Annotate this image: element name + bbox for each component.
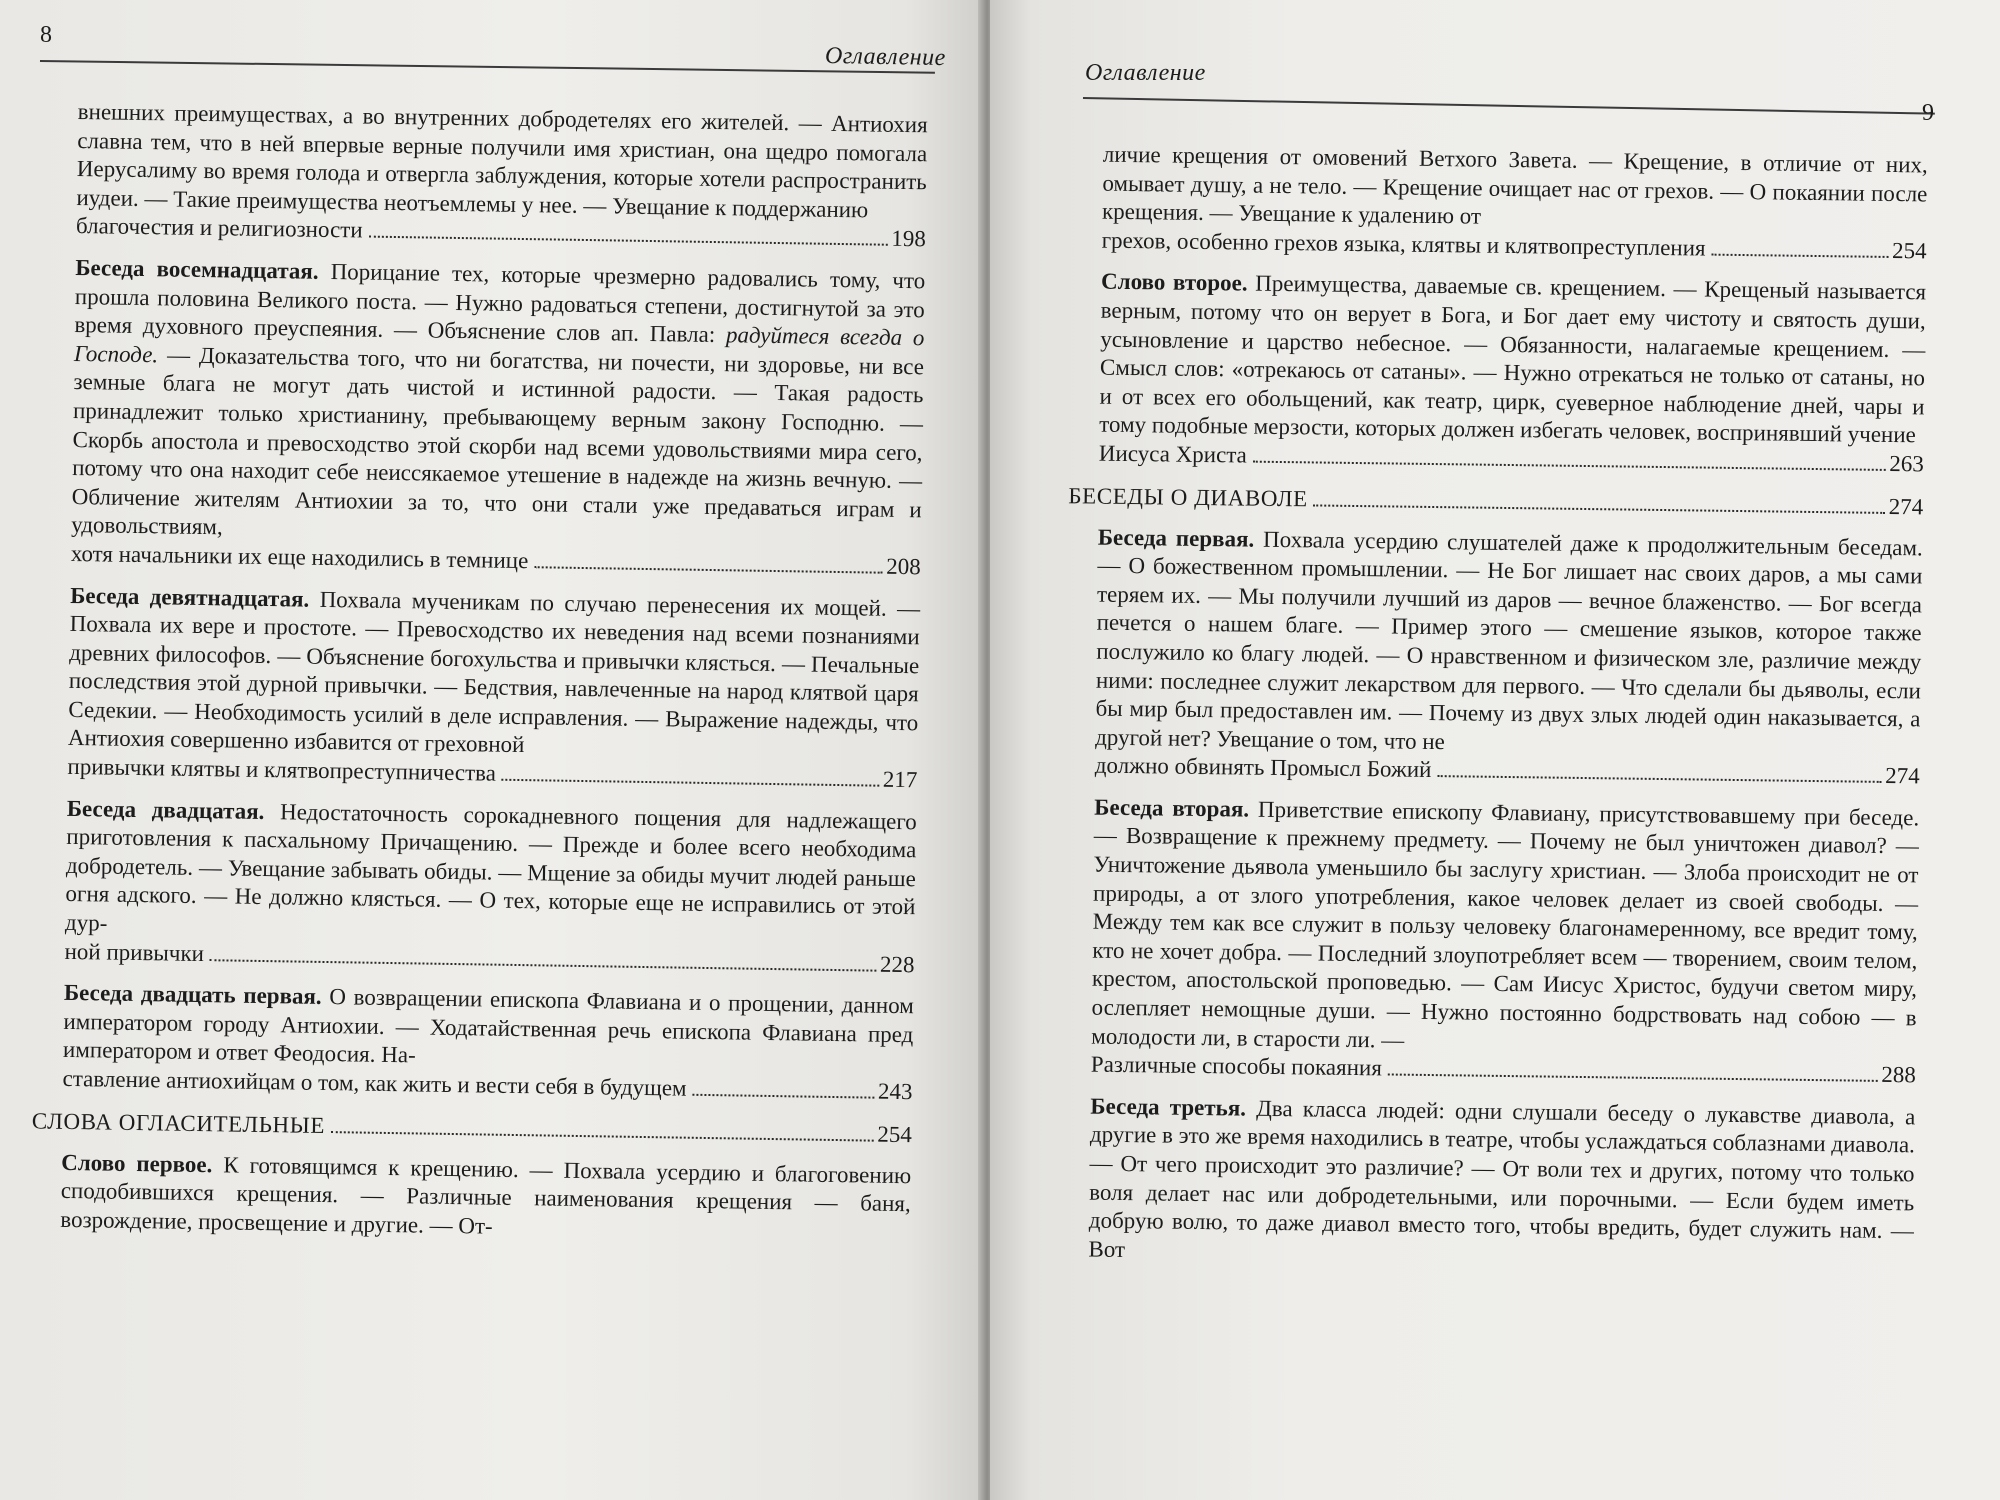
toc-entry: Слово второе. Преимущества, даваемые св. крещением. — Крещеный называется верным, потому что он верует в Бога, и Бог дает ему чистоту и святость души, усыновление и царство небесное. — Обязанности, налагаемые крещением. — Смысл слов: «отрекаюсь от сатаны». — Нужно отрекаться не только от сатаны, но и от всех его обольщений, как театр, цирк, суеверное наблюдение дней, чары и тому подобные мерзости, которых должен избегать человек, воспринявший учение Иисуса Христа 263 <box>1099 268 1927 479</box>
toc-section-heading: СЛОВА ОГЛАСИТЕЛЬНЫЕ 254 <box>32 1106 912 1150</box>
left-page-number: 8 <box>40 22 52 48</box>
toc-page-number: 228 <box>879 951 915 977</box>
entry-title: Слово первое. <box>61 1149 213 1177</box>
toc-page-number: 263 <box>1889 450 1924 477</box>
toc-entry: Беседа двадцатая. Недостаточность сорокадневного пощения для надлежащего приготовления к пасхальному Причащению. — Прежде и более всего необходима добродетель. — Увещание забывать обиды. — Мщение за обиды мучит людей раньше огня адского. — Не должно клясться. — О тех, которые еще не исправились от этой дур- ной привычки 228 <box>64 795 917 980</box>
left-toc-column <box>31 98 928 1261</box>
toc-page-number: 254 <box>1891 237 1927 264</box>
toc-entry: Беседа вторая. Приветствие епископу Флавиану, присутствовавшему при беседе. — Возвращение к прежнему предмету. — Почему не был уничтожен диавол? — Уничтожение дьявола уменьшило бы заслугу христиан. — Злоба происходит не от природы, а от злого употребления, какое человек делает из своей свободы. — Между тем как все служит в пользу человеку благонамеренному, все вредит тому, кто не хочет добра. — Последний злоупотребляет всем — творением, своим телом, крестом, апостольской проповедью. — Сам Иисус Христос, будучи светом миру, ослепляет немощные души. — Нужно постоянно бодрствовать над собою — в молодости ли, в старости ли. — Различные способы покаяния 288 <box>1091 793 1920 1090</box>
entry-title: Беседа вторая. <box>1094 794 1250 822</box>
entry-title: Беседа двадцатая. <box>66 795 265 824</box>
toc-page-number: 243 <box>877 1078 913 1105</box>
entry-title: Беседа восемнадцатая. <box>75 254 319 284</box>
toc-entry: Беседа первая. Похвала усердию слушателей даже к продолжительным беседам. — О божественном промышлении. — Не Бог лишает нас своих даров, а мы сами теряем их. — Мы получили лучший из даров — вечное блаженство. — Бог всегда печется о нашем благе. — Пример этого — смешение языков, которое также послужило ко благу людей. — О нравственном и физическом зле, различие между ними: последнее служит лекарством для первого. — Что сделали бы дьяволы, если бы мир был предоставлен им. — Почему из двух злых людей один наказывается, а другой нет? Увещание о том, что не должно обвинять Промысл Божий 274 <box>1095 523 1923 791</box>
entry-title: Беседа первая. <box>1097 524 1255 552</box>
entry-title: Слово второе. <box>1100 269 1248 296</box>
right-page <box>990 0 2000 1500</box>
right-page-number: 9 <box>1922 100 1934 126</box>
left-header-rule <box>40 60 935 74</box>
left-running-head: Оглавление <box>824 42 947 72</box>
right-toc-column <box>1038 140 1928 1288</box>
toc-page-number: 198 <box>891 226 927 252</box>
toc-page-number: 217 <box>882 766 918 793</box>
entry-title: Беседа девятнадцатая. <box>69 582 310 612</box>
entry-title: Беседа двадцать первая. <box>63 980 322 1010</box>
toc-entry: Слово первое. К готовящимся к крещению. — Похвала усердию и благоговению сподобившихся крещения. — Различные наименования крещения — баня, возрождение, просвещение и другие. — От- <box>60 1149 912 1239</box>
toc-page-number: 254 <box>877 1121 913 1147</box>
left-page <box>0 0 985 1500</box>
toc-entry: личие крещения от омовений Ветхого Завета. — Крещение, в отличие от них, омывает душу, а не тело. — Крещение очищает нас от грехов. — О покаянии после крещения. — Увещание к удалению от грехов, особенно грехов языка, клятвы и клятвопреступления 254 <box>1101 141 1927 266</box>
toc-entry: внешних преимуществах, а во внутренних добродетелях его жителей. — Антиохия славна тем, что в ней впервые верные получили имя христиан, она щедро помогала Иерусалиму во время голода и отвергла заблуждения, которые хотели распространить иудеи. — Такие преимущества неотъемлемы у нее. — Увещание к поддержанию благочестия и религиозности 198 <box>76 98 928 254</box>
toc-page-number: 274 <box>1885 763 1920 789</box>
toc-entry: Беседа девятнадцатая. Похвала мученикам по случаю перенесения их мощей. — Похвала их вере и простоте. — Превосходство их неведения над всеми познаниями древних философов. — Объяснение богохульства и привычки клясться. — Печальные последствия этой дурной привычки. — Бедствия, навлеченные на народ клятвой царя Седекии. — Необходимость усилий в деле исправления. — Выражение надежды, что Антиохия совершенно избавится от греховной привычки клятвы и клятвопреступничества 217 <box>67 581 920 794</box>
right-header-rule <box>1083 97 1935 115</box>
right-running-head: Оглавление <box>1085 60 1206 86</box>
toc-entry: Беседа третья. Два класса людей: одни слушали беседу о лукавстве диавола, а другие в это же время находились в театре, чтобы услаждаться соблазнами диавола. — От чего происходит это различие? — От воли тех и других, потому что только воля делает нас или добродетельными, или порочными. — Если будем иметь добрую волю, то даже диавол вместо того, чтобы вредить, будет служить нам. — Вот <box>1088 1093 1916 1262</box>
toc-page-number: 288 <box>1881 1062 1916 1088</box>
toc-entry: Беседа восемнадцатая. Порицание тех, которые чрезмерно радовались тому, что прошла половина Великого поста. — Нужно радоваться степени, достигнутой за это время духовного преуспеяния. — Объяснение слов ап. Павла: радуйтеся всегда о Господе. — Доказательства того, что ни богатства, ни почести, ни здоровье, ни все земные блага не могут дать чистой и истинной радости. — Такая радость принадлежит только христианину, пребывающему верным закону Господню. — Скорбь апостола и превосходство этой скорби над всеми удовольствиями мира сего, потому что она находит себе неиссякаемое утешение в надежде на жизнь вечную. — Обличение жителям Антиохии за то, что они стали уже предаваться играм и удовольствиям, хотя начальники их еще находились в темнице 208 <box>71 254 926 582</box>
entry-title: Беседа третья. <box>1090 1093 1247 1121</box>
toc-entry: Беседа двадцать первая. О возвращении епископа Флавиана и о прощении, данном императором городу Антиохии. — Ходатайственная речь епископа Флавиана пред императором и ответ Феодосия. На- ставление антиохийцам о том, как жить и вести себя в будущем 243 <box>62 979 914 1107</box>
toc-section-heading: БЕСЕДЫ О ДИАВОЛЕ 274 <box>1068 481 1923 522</box>
toc-page-number: 208 <box>886 553 921 580</box>
toc-page-number: 274 <box>1888 493 1924 519</box>
